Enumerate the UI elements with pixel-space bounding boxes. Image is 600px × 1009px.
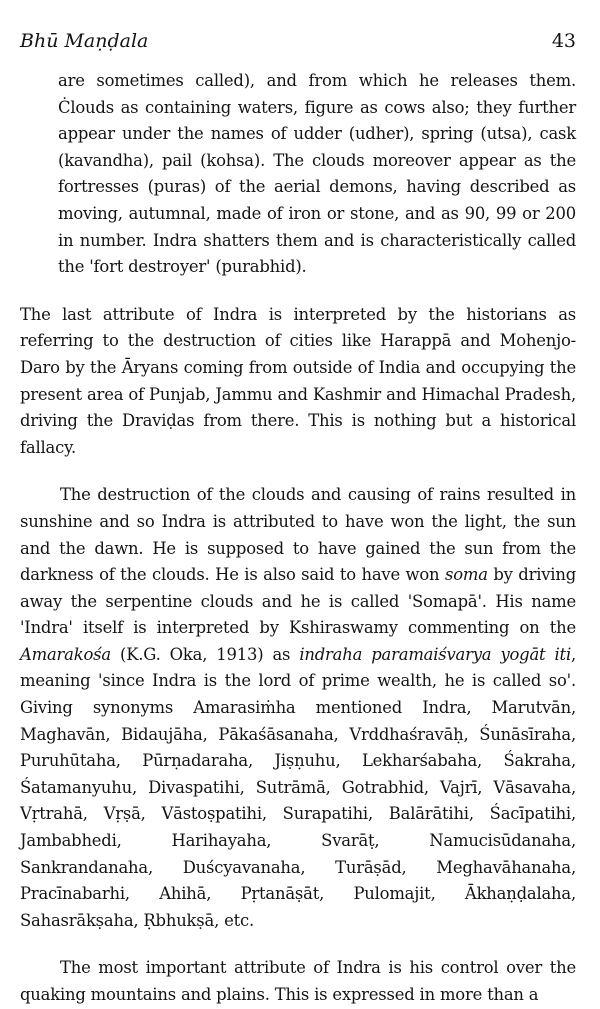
title-amarakosa: Amarakośa bbox=[20, 644, 111, 664]
paragraph-indra-synonyms bbox=[20, 482, 576, 934]
page-number: 43 bbox=[551, 30, 576, 52]
paragraph-mountains: The most important attribute of Indra is his control over the quaking mountains and plains. This is expressed in more than a bbox=[20, 958, 576, 1004]
sanskrit-phrase: indraha paramaiśvarya yogāt iti bbox=[299, 644, 571, 664]
text-run: by driving away the serpentine clouds and he is called 'Somapā'. His name 'Indra' itself is interpreted by Kshiraswamy commenting on the bbox=[20, 565, 576, 638]
text-run: The destruction of the clouds and causing of rains resulted in sunshine and so Indra is attributed to have won the light, the sun and the dawn. He is supposed to have gained the sun from the darkness of the clouds. He is also said to have won bbox=[20, 485, 576, 585]
text-run: (K.G. Oka, 1913) as bbox=[110, 644, 300, 664]
term-soma: soma bbox=[444, 565, 488, 585]
running-head: Bhū Maṇḍala bbox=[20, 30, 149, 52]
page-header bbox=[20, 30, 576, 56]
page-body bbox=[20, 68, 576, 1009]
text-run: , meaning 'since Indra is the lord of prime wealth, he is called so'. Giving synonyms Amarasiṁha mentioned Indra, Marutvān, Maghavān, Bidaujāha, Pākaśāsanaha, Vrddhaśravāḥ, Śunāsīraha, Puruhūtaha, Pūrṇadaraha, Jiṣṇuhu, Lekharśabaha, Śakraha, Śatamanyuhu, Divaspatihi, Sutrāmā, Gotrabhid, Vajrī, Vāsavaha, Vṛtrahā, Vṛṣā, Vāstoṣpatihi, Surapatihi, Balārātihi, Śacīpatihi, Jambabhedi, Harihayaha, Svarāṭ, Namucisūdanaha, Sankrandanaha, Duścyavanaha, Turāṣād, Meghavāhanaha, Pracīnabarhi, Ahihā, Pṛtanāṣāt, Pulomajit, Ākhaṇḍalaha, Sahasrākṣaha, Ṛbhukṣā, etc. bbox=[20, 644, 576, 930]
paragraph-historical-fallacy: The last attribute of Indra is interpreted by the historians as referring to the destruction of cities like Harappā and Mohenjo-Daro by the Āryans coming from outside of India and occupying the present area of Punjab, Jammu and Kashmir and Himachal Pradesh, driving the Draviḍas from there. This is nothing but a historical fallacy. bbox=[20, 304, 576, 457]
block-quote: are sometimes called), and from which he releases them. Ċlouds as containing waters, figure as cows also; they further appear under the names of udder (udher), spring (utsa), cask (kavandha), pail (kohsa). The clouds moreover appear as the fortresses (puras) of the aerial demons, having described as moving, autumnal, made of iron or stone, and as 90, 99 or 200 in number. Indra shatters them and is characteristically called the 'fort destroyer' (purabhid). bbox=[58, 71, 576, 277]
